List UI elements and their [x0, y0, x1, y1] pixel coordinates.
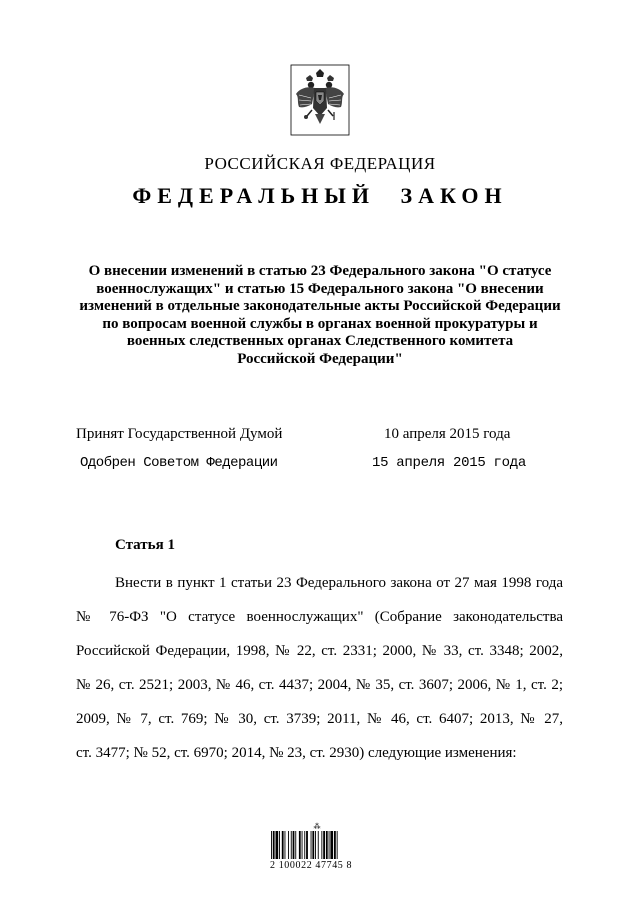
- title-line: военных следственных органах Следственного комитета: [126, 333, 514, 349]
- article-body: [76, 566, 563, 770]
- body-line: Российской Федерации, 1998, № 22, ст. 2331; 2000, № 33, ст. 3348; 2002,: [76, 643, 563, 659]
- barcode-bar: [291, 831, 292, 859]
- barcode-bar: [337, 831, 338, 859]
- barcode-bar: [323, 831, 325, 859]
- barcode-bar: [273, 831, 275, 859]
- barcode-bar: [306, 831, 308, 859]
- barcode-bar: [293, 831, 295, 859]
- barcode-bar: [326, 831, 328, 859]
- title-line: по вопросам военной службы в органах военной прокуратуры и: [102, 315, 538, 332]
- title-line: О внесении изменений в статью 23 Федерального закона "О статусе: [88, 263, 552, 279]
- barcode-bar: [299, 831, 301, 859]
- title-line: Российской Федерации": [237, 350, 403, 367]
- barcode-bar: [334, 831, 336, 859]
- barcode-bar: [288, 831, 289, 859]
- body-line: Внести в пункт 1 статьи 23 Федерального закона от 27 мая 1998 года: [115, 575, 563, 591]
- barcode-bar: [330, 831, 333, 859]
- adopted-date: 10 апреля 2015 года: [384, 426, 511, 442]
- law-title: [70, 263, 570, 368]
- coat-of-arms-icon: [290, 64, 350, 136]
- country-name: РОССИЙСКАЯ ФЕДЕРАЦИЯ: [204, 154, 436, 173]
- title-line: военнослужащих" и статью 15 Федерального закона "О внесении: [96, 280, 544, 297]
- barcode-bar: [318, 831, 319, 859]
- approved-by-council-label: Одобрен Советом Федерации: [80, 455, 278, 471]
- article-heading: Статья 1: [115, 537, 175, 553]
- body-line: № 26, ст. 2521; 2003, № 46, ст. 4437; 2004, № 35, ст. 3607; 2006, № 1, ст. 2;: [76, 677, 563, 693]
- barcode-bar: [311, 831, 312, 859]
- barcode-bar: [285, 831, 286, 859]
- barcode-number: 2 100022 47745 8: [270, 860, 353, 871]
- barcode: [270, 823, 364, 871]
- body-line: № 76-ФЗ "О статусе военнослужащих" (Собрание законодательства: [76, 609, 563, 625]
- barcode-bar: [302, 831, 303, 859]
- document-type: ФЕДЕРАЛЬНЫЙ ЗАКОН: [132, 183, 508, 208]
- body-line: 2009, № 7, ст. 769; № 30, ст. 3739; 2011, № 46, ст. 6407; 2013, № 27,: [76, 711, 563, 727]
- body-line: ст. 3477; № 52, ст. 6970; 2014, № 23, ст. 2930) следующие изменения:: [76, 745, 517, 761]
- barcode-icon: [270, 831, 364, 859]
- barcode-bar: [271, 831, 272, 859]
- adopted-by-duma-label: Принят Государственной Думой: [76, 426, 283, 442]
- barcode-bar: [321, 831, 322, 859]
- barcode-bar: [282, 831, 284, 859]
- barcode-mark-icon: ⁂: [313, 823, 321, 831]
- barcode-bar: [315, 831, 316, 859]
- barcode-bar: [304, 831, 305, 859]
- barcode-bar: [329, 831, 330, 859]
- barcode-bar: [276, 831, 279, 859]
- barcode-bar: [295, 831, 296, 859]
- approved-date: 15 апреля 2015 года: [372, 455, 526, 471]
- barcode-bar: [279, 831, 280, 859]
- barcode-bar: [312, 831, 314, 859]
- title-line: изменений в отдельные законодательные акты Российской Федерации: [79, 298, 561, 314]
